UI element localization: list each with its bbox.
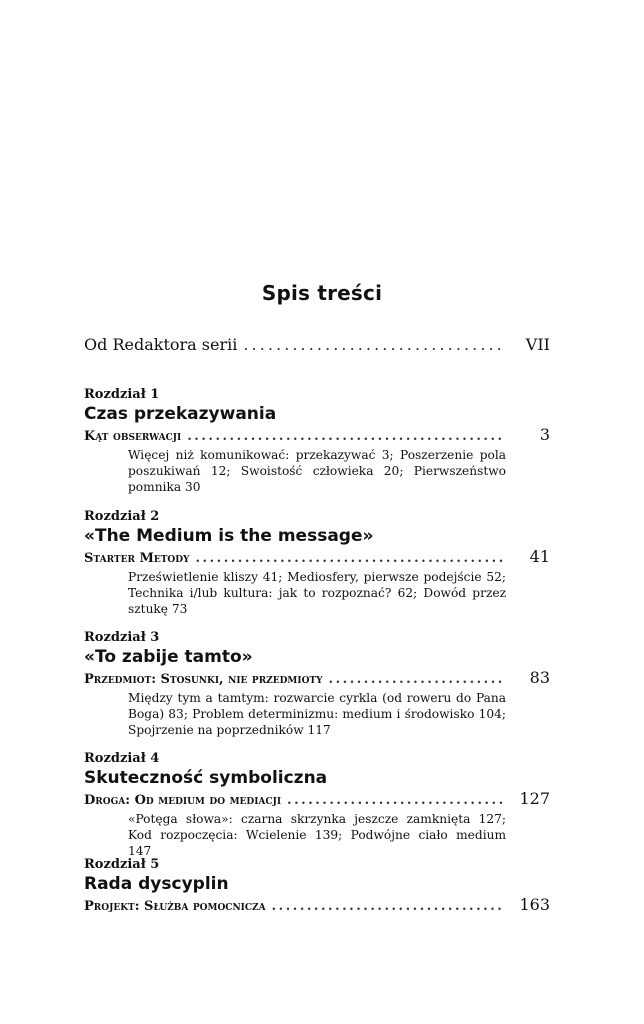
chapter-5 <box>84 856 550 917</box>
section-entry[interactable] <box>84 789 550 811</box>
chapter-1 <box>84 386 550 495</box>
subsections: Prześwietlenie kliszy 41; Mediosfery, pierwsze podejście 52; Technika i/lub kultura: jak to rozpoznać? 62; Dowód przez sztukę 73 <box>128 570 506 616</box>
page-number: 3 <box>539 425 550 444</box>
chapter-label: Rozdział 3 <box>84 630 160 645</box>
chapter-3 <box>84 629 550 738</box>
page-number: VII <box>525 335 550 354</box>
section-entry[interactable] <box>84 425 550 447</box>
chapter-2 <box>84 508 550 617</box>
chapter-label: Rozdział 5 <box>84 857 160 872</box>
page-title: Spis treści <box>261 281 383 305</box>
subsections: Między tym a tamtym: rozwarcie cyrkla (od roweru do Pana Boga) 83; Problem determinizmu: medium i środowisko 104; Spojrzenie na poprzedników 117 <box>128 691 506 737</box>
page-number: 41 <box>529 547 550 566</box>
page-number: 83 <box>529 668 550 687</box>
section-title: Projekt: Służba pomocnicza <box>84 899 266 914</box>
dot-leader <box>195 549 504 569</box>
chapter-title[interactable]: Czas przekazywania <box>84 404 277 424</box>
dot-leader <box>287 791 503 811</box>
chapter-title[interactable]: «The Medium is the message» <box>84 526 374 546</box>
chapter-label: Rozdział 4 <box>84 751 160 766</box>
chapter-4 <box>84 750 550 859</box>
section-title: Przedmiot: Stosunki, nie przedmioty <box>84 672 323 687</box>
section-title: Kąt obserwacji <box>84 429 182 444</box>
section-title: Droga: Od medium do mediacji <box>84 793 282 808</box>
section-entry[interactable] <box>84 895 550 917</box>
toc-entry-intro[interactable] <box>84 335 550 354</box>
chapter-label: Rozdział 2 <box>84 509 160 524</box>
subsections: «Potęga słowa»: czarna skrzynka jeszcze zamknięta 127; Kod rozpoczęcia: Wcielenie 139; Podwójne ciało medium 147 <box>128 812 506 858</box>
page-number: 127 <box>519 789 550 808</box>
subsections: Więcej niż komunikować: przekazywać 3; Poszerzenie pola poszukiwań 12; Swoistość człowieka 20; Pierwszeństwo pomnika 30 <box>128 448 506 494</box>
chapter-title[interactable]: «To zabije tamto» <box>84 647 253 667</box>
dot-leader <box>187 427 504 447</box>
dot-leader <box>272 897 504 917</box>
section-title: Starter Metody <box>84 551 190 566</box>
page-number: 163 <box>519 895 550 914</box>
toc-entry-label: Od Redaktora serii <box>84 335 238 354</box>
chapter-title[interactable]: Rada dyscyplin <box>84 874 229 894</box>
dot-leader <box>243 335 500 354</box>
section-entry[interactable] <box>84 547 550 569</box>
chapter-title[interactable]: Skuteczność symboliczna <box>84 768 328 788</box>
section-entry[interactable] <box>84 668 550 690</box>
chapter-label: Rozdział 1 <box>84 387 160 402</box>
dot-leader <box>329 670 504 690</box>
